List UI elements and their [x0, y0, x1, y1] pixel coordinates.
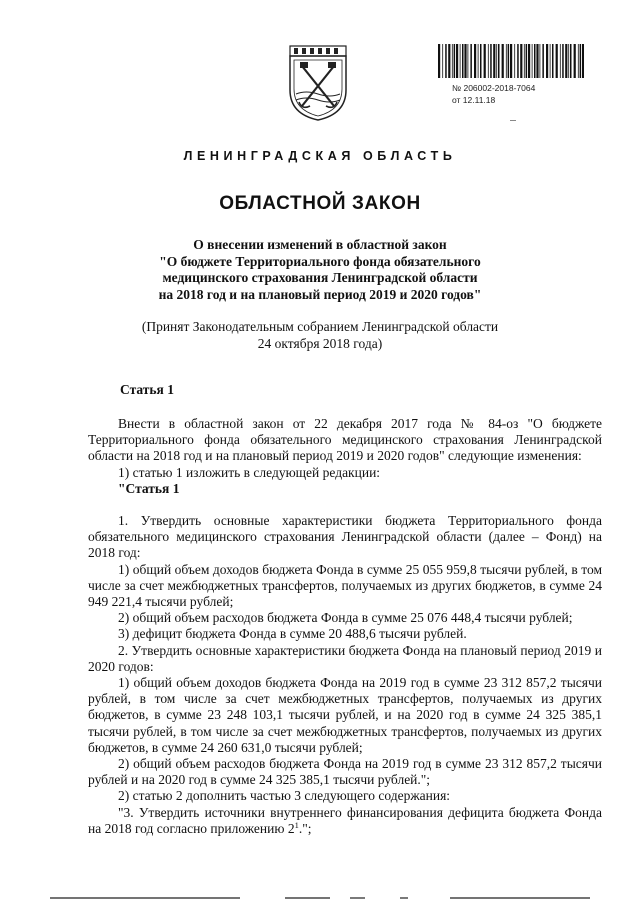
- scan-mark: [510, 120, 516, 121]
- paragraph: 1) общий объем доходов бюджета Фонда в сумме 25 055 959,8 тысячи рублей, в том числе за счет межбюджетных трансфертов, получаемых из других бюджетов, в сумме 24 949 221,4 тысячи рублей;: [88, 561, 602, 610]
- paragraph: 2) общий объем расходов бюджета Фонда на 2019 год в сумме 23 312 857,2 тысячи рублей и на 2020 год в сумме 24 325 385,1 тысячи рублей.";: [88, 756, 602, 788]
- barcode-bar: [542, 44, 544, 78]
- barcode-bar: [565, 44, 567, 78]
- footer-scan-edge: [0, 892, 640, 905]
- barcode-bar: [474, 44, 476, 78]
- barcode-bar: [560, 44, 561, 78]
- adoption-note: [100, 319, 540, 352]
- law-title-line: медицинского страхования Ленинградской области: [162, 270, 478, 285]
- barcode-bar: [534, 44, 536, 78]
- law-type-heading: ОБЛАСТНОЙ ЗАКОН: [219, 193, 421, 214]
- barcode-bar: [484, 44, 486, 78]
- barcode-bar: [520, 44, 522, 78]
- barcode-bar: [438, 44, 440, 78]
- barcode-bar: [464, 44, 466, 78]
- registration-date: от 12.11.18: [452, 95, 496, 105]
- paragraph-text: "3. Утвердить источники внутреннего финансирования дефицита бюджета Фонда на 2018 год согласно приложению 2: [88, 804, 602, 836]
- barcode-bar: [580, 44, 582, 78]
- barcode-bar: [454, 44, 456, 78]
- barcode-bar: [550, 44, 551, 78]
- barcode-bar: [528, 44, 530, 78]
- barcode-bar: [506, 44, 507, 78]
- paragraph: 2. Утвердить основные характеристики бюджета Фонда на плановый период 2019 и 2020 годов:: [88, 642, 602, 674]
- barcode-bar: [498, 44, 500, 78]
- paragraph: [88, 805, 602, 837]
- barcode-bar: [574, 44, 576, 78]
- barcode-bar: [456, 44, 458, 78]
- paragraph: 2) статью 2 дополнить частью 3 следующего содержания:: [118, 788, 451, 804]
- law-title-line: "О бюджете Территориального фонда обязательного: [159, 253, 481, 269]
- barcode-bar: [540, 44, 541, 78]
- barcode-bar: [546, 44, 548, 78]
- paragraph: 3) дефицит бюджета Фонда в сумме 20 488,6 тысячи рублей.: [118, 626, 467, 642]
- barcode-bar: [524, 44, 525, 78]
- paragraph: Внести в областной закон от 22 декабря 2017 года № 84-оз "О бюджете Территориального фонда обязательного медицинского страхования Ленинградской области на 2018 год и на плановый период 2019 и 2020 годов" следующие изменения:: [88, 416, 602, 464]
- barcode-bar: [493, 44, 495, 78]
- barcode-bar: [508, 44, 510, 78]
- region-heading: ЛЕНИНГРАДСКАЯ ОБЛАСТЬ: [183, 149, 457, 163]
- adoption-note-line: 24 октября 2018 года): [257, 335, 383, 351]
- barcode-bar: [488, 44, 489, 78]
- barcode-bar: [478, 44, 479, 78]
- registration-number: № 206002-2018-7064: [452, 83, 536, 93]
- coat-of-arms-icon: [286, 44, 350, 122]
- law-title-line: О внесении изменений в областной закон: [193, 237, 447, 252]
- document-body: [88, 416, 602, 837]
- barcode-bar: [570, 44, 572, 78]
- barcode-bar: [526, 44, 528, 78]
- barcode-bar: [460, 44, 461, 78]
- barcode-bar: [568, 44, 569, 78]
- law-title: [120, 237, 520, 303]
- barcode-bar: [480, 44, 482, 78]
- barcode-bar: [514, 44, 515, 78]
- adoption-note-line: (Принят Законодательным собранием Ленинградской области: [141, 319, 499, 334]
- paragraph: 1) общий объем доходов бюджета Фонда на 2019 год в сумме 23 312 857,2 тысячи рублей, в том числе за счет межбюджетных трансфертов, получаемых из других бюджетов, в сумме 23 248 103,1 тысячи рублей, и на 2020 год в сумме 24 325 385,1 тысячи рублей, в том числе за счет межбюджетных трансфертов, получаемых из других бюджетов, в сумме 24 260 631,0 тысячи рублей;: [88, 675, 602, 755]
- paragraph: 2) общий объем расходов бюджета Фонда в сумме 25 076 448,4 тысячи рублей;: [118, 610, 573, 626]
- barcode-icon: [436, 44, 584, 78]
- barcode-bar: [578, 44, 579, 78]
- barcode-bar: [510, 44, 512, 78]
- barcode-bar: [536, 44, 538, 78]
- barcode-bar: [468, 44, 469, 78]
- paragraph: 1. Утвердить основные характеристики бюджета Территориального фонда обязательного медицинского страхования Ленинградской области (далее – Фонд) на 2018 год:: [88, 513, 602, 561]
- quoted-article-heading: "Статья 1: [118, 480, 180, 496]
- barcode-bar: [462, 44, 464, 78]
- barcode-bar: [445, 44, 447, 78]
- article-heading: Статья 1: [120, 382, 174, 397]
- paragraph: 1) статью 1 изложить в следующей редакции:: [118, 464, 381, 480]
- barcode-bar: [517, 44, 519, 78]
- barcode-bar: [502, 44, 504, 78]
- barcode-bar: [496, 44, 497, 78]
- barcode-bar: [448, 44, 450, 78]
- law-title-line: на 2018 год и на плановый период 2019 и 2020 годов": [158, 286, 482, 302]
- barcode-bar: [532, 44, 533, 78]
- paragraph-text: .";: [298, 820, 312, 836]
- barcode-bar: [556, 44, 558, 78]
- barcode-bar: [452, 44, 453, 78]
- barcode-bar: [562, 44, 564, 78]
- barcode-bar: [490, 44, 492, 78]
- barcode-bar: [552, 44, 554, 78]
- barcode-bar: [582, 44, 584, 78]
- superscript: 1: [294, 819, 299, 830]
- registration-info: [452, 82, 535, 106]
- barcode-bar: [470, 44, 472, 78]
- barcode-bar: [442, 44, 443, 78]
